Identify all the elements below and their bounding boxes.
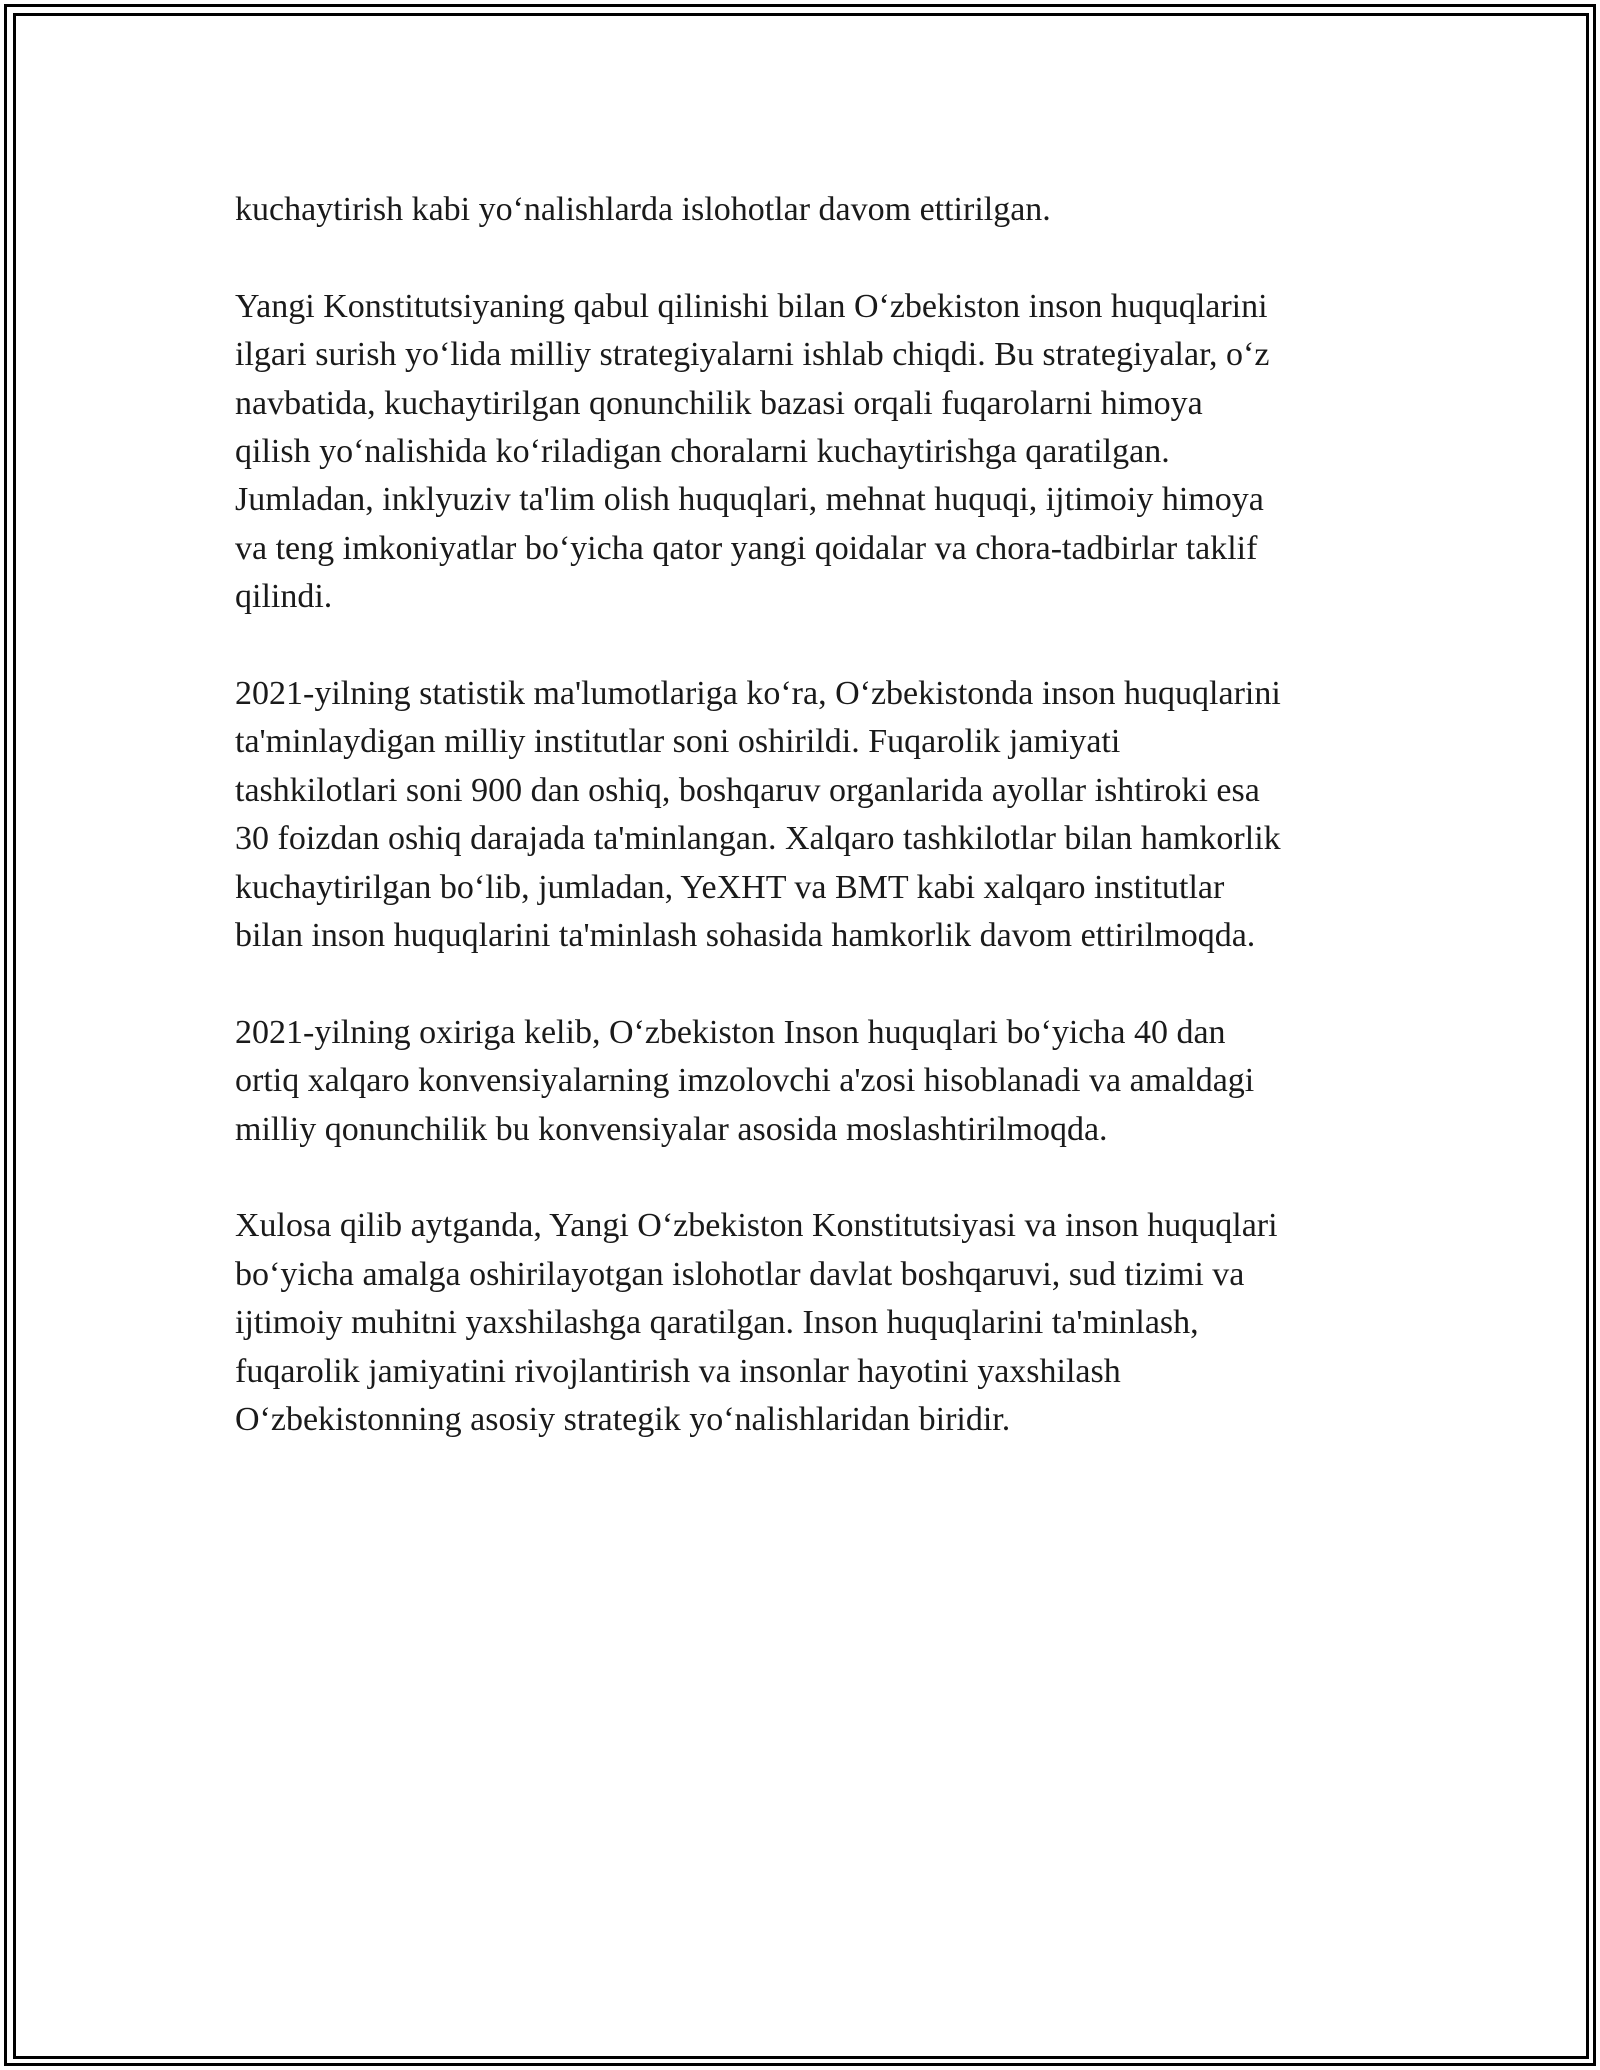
paragraph-4: 2021-yilning oxiriga kelib, O‘zbekiston Inson huquqlari bo‘yicha 40 dan ortiq xalqaro konvensiyalarning imzolovchi a'zosi hisoblanadi va amaldagi milliy qonunchilik bu konvensiyalar asosida moslashtirilmoqda.	[235, 1013, 1255, 1148]
paragraph-5: Xulosa qilib aytganda, Yangi O‘zbekiston Konstitutsiyasi va inson huquqlari bo‘yicha amalga oshirilayotgan islohotlar davlat boshqaruvi, sud tizimi va ijtimoiy muhitni yaxshilashga qaratilgan. Inson huquqlarini ta'minlash, fuqarolik jamiyatini rivojlantirish va insonlar hayotini yaxshilash O‘zbekistonning asosiy strategik yo‘nalishlaridan biridir.	[235, 1207, 1278, 1439]
paragraph-3: 2021-yilning statistik ma'lumotlariga ko‘ra, O‘zbekistonda inson huquqlarini ta'minlaydigan milliy institutlar soni oshirildi. Fuqarolik jamiyati tashkilotlari soni 900 dan oshiq, boshqaruv organlarida ayollar ishtiroki esa 30 foizdan oshiq darajada ta'minlangan. Xalqaro tashkilotlar bilan hamkorlik kuchaytirilgan bo‘lib, jumladan, YeXHT va BMT kabi xalqaro institutlar bilan inson huquqlarini ta'minlash sohasida hamkorlik davom ettirilmoqda.	[235, 675, 1281, 955]
paragraph-2: Yangi Konstitutsiyaning qabul qilinishi bilan O‘zbekiston inson huquqlarini ilgari surish yo‘lida milliy strategiyalarni ishlab chiqdi. Bu strategiyalar, o‘z navbatida, kuchaytirilgan qonunchilik bazasi orqali fuqarolarni himoya qilish yo‘nalishida ko‘riladigan choralarni kuchaytirishga qaratilgan. Jumladan, inklyuziv ta'lim olish huquqlari, mehnat huquqi, ijtimoiy himoya va teng imkoniyatlar bo‘yicha qator yangi qoidalar va chora-tadbirlar taklif qilindi.	[235, 287, 1270, 616]
document-body	[235, 186, 1375, 1493]
paragraph-1: kuchaytirish kabi yo‘nalishlarda islohotlar davom ettirilgan.	[235, 191, 1051, 228]
